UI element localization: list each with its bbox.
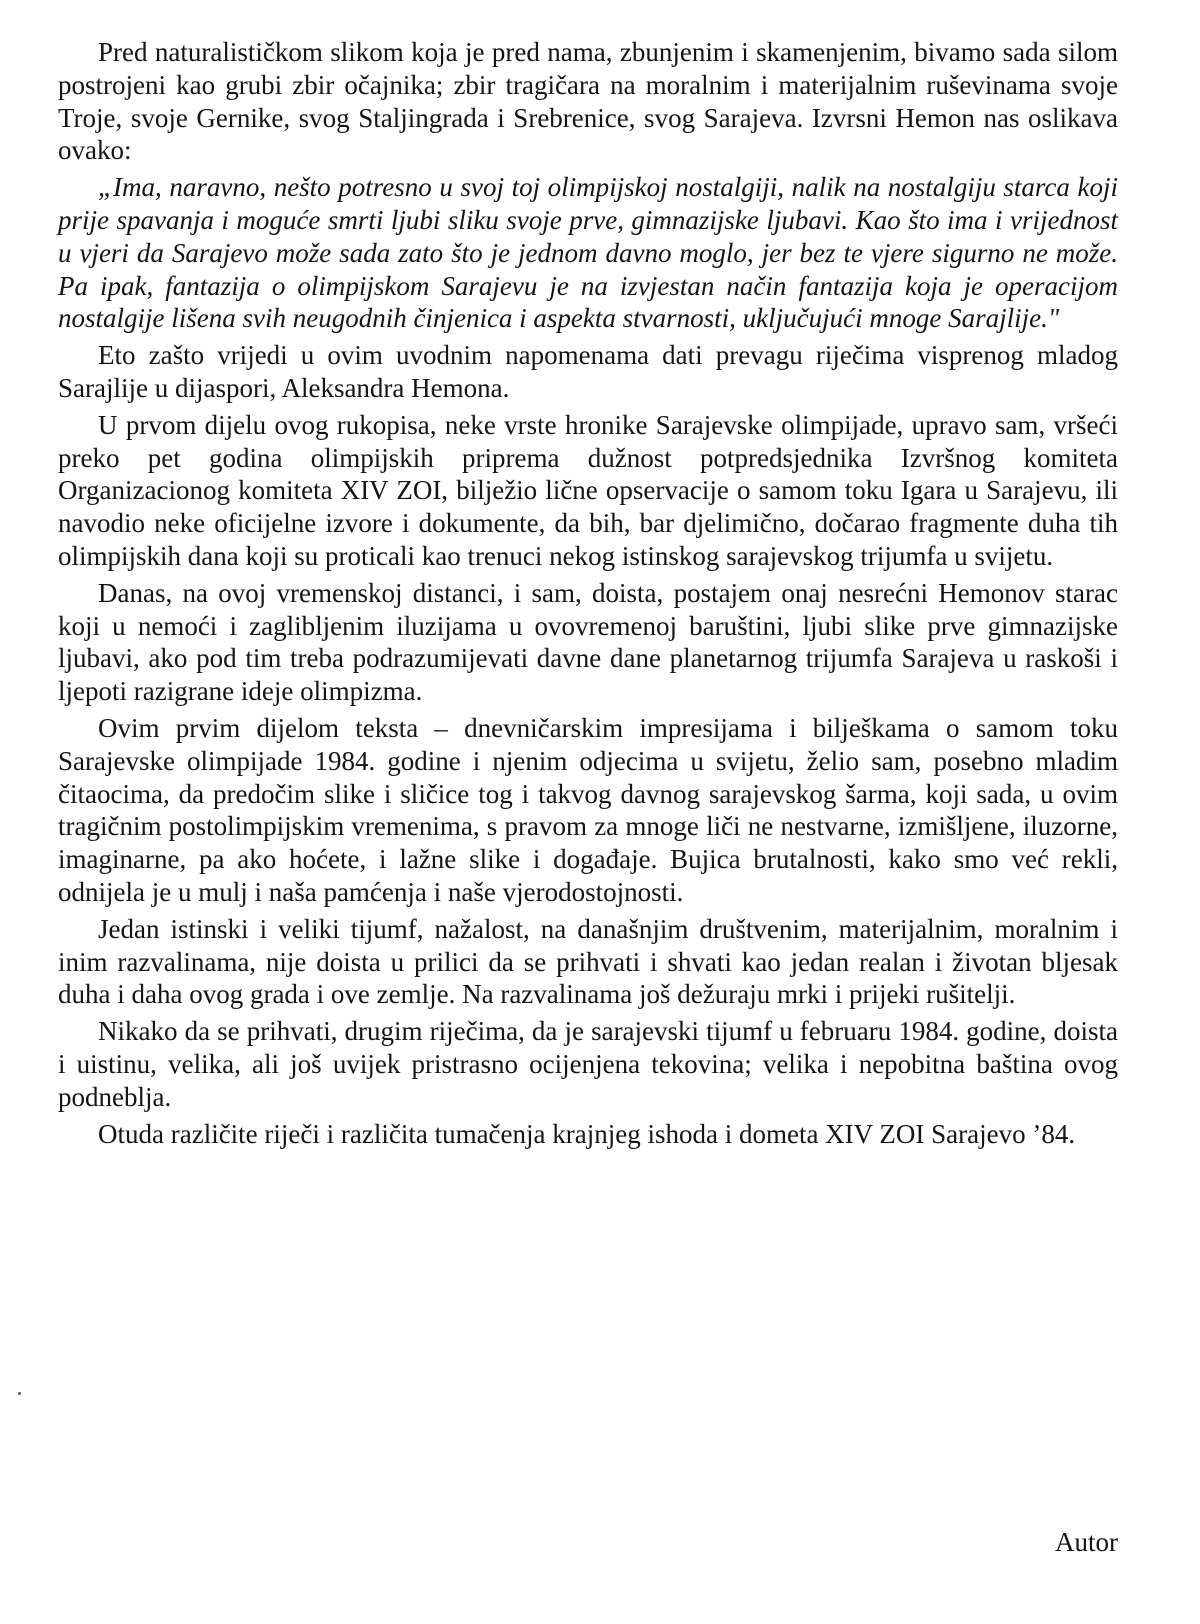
body-text	[58, 36, 1118, 1154]
paragraph-intro: Pred naturalističkom slikom koja je pred nama, zbunjenim i skamenjenim, bivamo sada silom postrojeni kao grubi zbir očajnika; zbir tragičara na moralnim i materijalnim ruševinama svoje Troje, svoje Gernike, svog Staljingrada i Srebrenice, svog Sarajeva. Izvrsni Hemon nas oslikava ovako:	[58, 37, 1118, 166]
paragraph-triumph: Jedan istinski i veliki tijumf, nažalost, na današnjim društvenim, materijalnim, moralnim i inim razvalinama, nije doista u prilici da se prihvati i shvati kao jedan realan i životan bljesak duha i daha ovog grada i ove zemlje. Na razvalinama još dežuraju mrki i prijeki rušitelji.	[58, 913, 1118, 1010]
scan-speck	[18, 1392, 21, 1395]
paragraph-conclusion: Otuda različite riječi i različita tumačenja krajnjeg ishoda i dometa XIV ZOI Sarajevo ’84.	[98, 1118, 1076, 1149]
paragraph-chronicle: U prvom dijelu ovog rukopisa, neke vrste hronike Sarajevske olimpijade, upravo sam, vršeći preko pet godina olimpijskih priprema dužnost potpredsjednika Izvršnog komiteta Organizacionog komiteta XIV ZOI, bilježio lične opservacije o samom toku Igara u Sarajevu, ili navodio neke oficijelne izvore i dokumente, da bih, bar djelimično, dočarao fragmente duha tih olimpijskih dana koji su proticali kao trenuci nekog istinskog sarajevskog trijumfa u svijetu.	[58, 409, 1118, 571]
author-signature: Autor	[1055, 1527, 1118, 1557]
paragraph-today: Danas, na ovoj vremenskoj distanci, i sam, doista, postajem onaj nesrećni Hemonov starac koji u nemoći i zaglibljenim iluzijama u ovovremenoj baruštini, ljubi slike prve gimnazijske ljubavi, ako pod tim treba podrazumijevati davne dane planetarnog trijumfa Sarajeva u raskoši i ljepoti razigrane ideje olimpizma.	[58, 577, 1118, 707]
paragraph-heritage: Nikako da se prihvati, drugim riječima, da je sarajevski tijumf u februaru 1984. godine, doista i uistinu, velika, ali još uvijek pristrasno ocijenjena tekovina; velika i nepobitna baština ovog podneblja.	[58, 1016, 1118, 1112]
hemon-quote: „Ima, naravno, nešto potresno u svoj toj olimpijskoj nostalgiji, nalik na nostalgiju starca koji prije spavanja i moguće smrti ljubi sliku svoje prve, gimnazijske ljubavi. Kao što ima i vrijednost u vjeri da Sarajevo može sada zato što je jednom davno moglo, jer bez te vjere sigurno ne može. Pa ipak, fantazija o olimpijskom Sarajevu je na izvjestan način fantazija koja je operacijom nostalgije lišena svih neugodnih činjenica i aspekta stvarnosti, uključujući mnoge Sarajlije."	[58, 172, 1118, 334]
paragraph-diary-impressions: Ovim prvim dijelom teksta – dnevničarskim impresijama i bilješkama o samom toku Sarajevske olimpijade 1984. godine i njenim odjecima u svijetu, želio sam, posebno mladim čitaocima, da predočim slike i sličice tog i takvog davnog sarajevskog šarma, koji sada, u ovim tragičnim postolimpijskim vremenima, s pravom za mnoge liči ne nestvarne, izmišljene, iluzorne, imaginarne, pa ako hoćete, i lažne slike i događaje. Bujica brutalnosti, kako smo već rekli, odnijela je u mulj i naša pamćenja i naše vjerodostojnosti.	[58, 712, 1118, 907]
paragraph-hemon-reference: Eto zašto vrijedi u ovim uvodnim napomenama dati prevagu riječima visprenog mladog Sarajlije u dijaspori, Aleksandra Hemona.	[58, 340, 1118, 403]
